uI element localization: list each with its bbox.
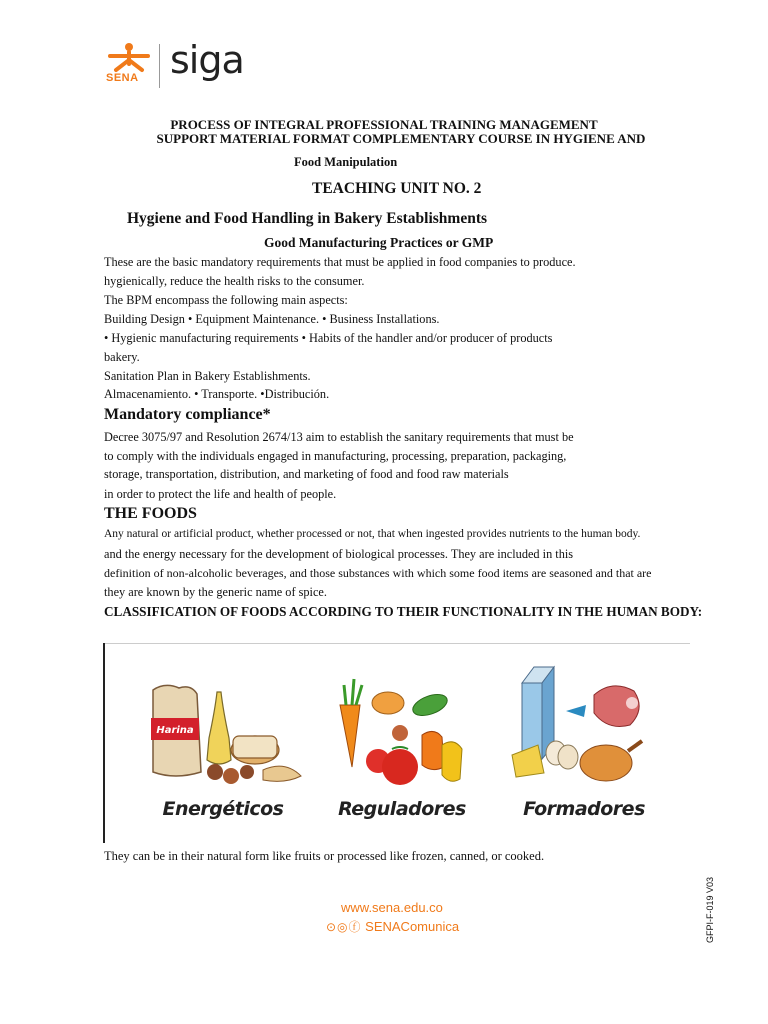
gmp-line: Almacenamiento. • Transporte. •Distribución. <box>104 387 330 401</box>
gmp-line: • Hygienic manufacturing requirements • Habits of the handler and/or producer of products <box>104 331 553 345</box>
compliance-line: Decree 3075/97 and Resolution 2674/13 aim to establish the sanitary requirements that must be <box>104 430 574 444</box>
energeticos-label: Energéticos <box>162 798 284 820</box>
gmp-line: The BPM encompass the following main aspects: <box>104 293 348 307</box>
reguladores-label: Reguladores <box>338 798 466 820</box>
gmp-line: These are the basic mandatory requirements that must be applied in food companies to produce. <box>104 255 576 269</box>
compliance-line: storage, transportation, distribution, and marketing of food and food raw materials <box>104 467 509 481</box>
compliance-line: to comply with the individuals engaged in manufacturing, processing, preparation, packaging, <box>104 449 567 463</box>
formadores-label: Formadores <box>523 798 645 820</box>
gmp-line: Sanitation Plan in Bakery Establishments. <box>104 369 311 383</box>
foods-line: Any natural or artificial product, whether processed or not, that when ingested provides nutrients to the human body. <box>104 528 641 540</box>
foods-line: definition of non-alcoholic beverages, and those substances with which some food items are seasoned and that are <box>104 566 652 580</box>
logo-divider <box>159 44 160 88</box>
illustration-top-rule <box>105 643 690 644</box>
header-line-2: SUPPORT MATERIAL FORMAT COMPLEMENTARY COURSE IN HYGIENE AND <box>156 131 646 146</box>
footer-social <box>326 918 459 935</box>
footer-url[interactable]: www.sena.edu.co <box>341 900 443 915</box>
compliance-heading: Mandatory compliance* <box>104 406 271 423</box>
sena-logo-text: SENA <box>106 72 139 84</box>
sena-logo-icon <box>104 42 154 74</box>
classification-heading: CLASSIFICATION OF FOODS ACCORDING TO THEIR FUNCTIONALITY IN THE HUMAN BODY: <box>104 604 703 619</box>
natural-form-note: They can be in their natural form like fruits or processed like frozen, canned, or cooked. <box>104 849 545 863</box>
siga-logo-text: siga <box>170 38 244 82</box>
footer-social-handle[interactable]: SENAComunica <box>365 919 460 934</box>
gmp-line: hygienically, reduce the health risks to the consumer. <box>104 274 365 288</box>
unit-subtitle: Hygiene and Food Handling in Bakery Establishments <box>127 210 488 227</box>
reguladores-illustration <box>330 675 480 790</box>
gmp-heading: Good Manufacturing Practices or GMP <box>264 235 494 250</box>
document-code: GFPI-F-019 V03 <box>705 876 715 944</box>
unit-title: TEACHING UNIT NO. 2 <box>312 180 482 197</box>
formadores-illustration <box>508 665 658 790</box>
header-line-1: PROCESS OF INTEGRAL PROFESSIONAL TRAINING MANAGEMENT <box>170 117 598 132</box>
flour-bag-label: Harina <box>156 725 194 736</box>
header-line-3: Food Manipulation <box>294 155 398 169</box>
foods-line: and the energy necessary for the development of biological processes. They are included in this <box>104 547 574 561</box>
illustration-border <box>103 643 105 843</box>
header-logo <box>100 38 260 92</box>
foods-heading: THE FOODS <box>104 505 197 522</box>
gmp-line: Building Design • Equipment Maintenance. • Business Installations. <box>104 312 440 326</box>
compliance-line: in order to protect the life and health of people. <box>104 487 337 501</box>
gmp-line: bakery. <box>104 350 140 364</box>
foods-line: they are known by the generic name of spice. <box>104 585 327 599</box>
social-icons: ⊙◎ⓕ <box>326 920 362 934</box>
energeticos-illustration <box>145 680 305 790</box>
